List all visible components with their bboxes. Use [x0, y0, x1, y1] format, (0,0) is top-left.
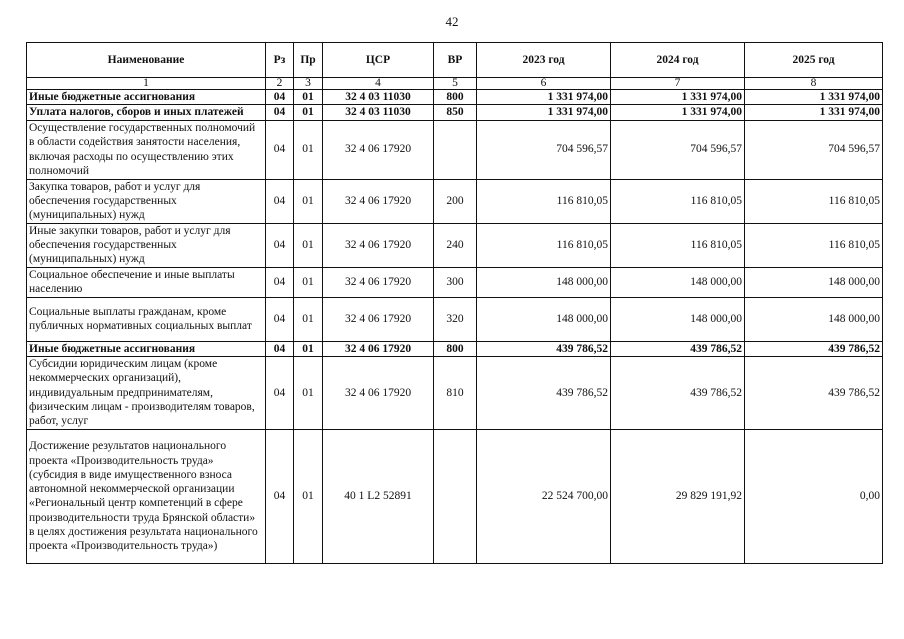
page-number: 42 [445, 14, 459, 29]
row-2025: 116 810,05 [745, 179, 883, 223]
row-pr: 01 [294, 179, 323, 223]
row-2024: 148 000,00 [611, 297, 745, 341]
row-2023: 116 810,05 [477, 223, 611, 267]
column-number: 8 [745, 78, 883, 90]
row-rz: 04 [266, 105, 294, 120]
column-number: 2 [266, 78, 294, 90]
row-2023: 704 596,57 [477, 120, 611, 179]
row-2025: 1 331 974,00 [745, 105, 883, 120]
row-name: Уплата налогов, сборов и иных платежей [27, 105, 266, 120]
row-2023: 148 000,00 [477, 267, 611, 297]
row-vr: 810 [434, 356, 477, 429]
table-row [27, 429, 883, 563]
header-row [27, 43, 883, 78]
row-rz: 04 [266, 356, 294, 429]
row-2025: 148 000,00 [745, 297, 883, 341]
row-2023: 116 810,05 [477, 179, 611, 223]
col-header-2023: 2023 год [477, 43, 611, 78]
row-csr: 32 4 03 11030 [323, 105, 434, 120]
row-vr: 800 [434, 341, 477, 356]
table-row [27, 120, 883, 179]
table-row [27, 90, 883, 105]
row-rz: 04 [266, 90, 294, 105]
row-rz: 04 [266, 120, 294, 179]
row-2023: 1 331 974,00 [477, 90, 611, 105]
col-header-2025: 2025 год [745, 43, 883, 78]
row-name: Достижение результатов национального проекта «Производительность труда» (субсидия в виде имущественного взноса автономной некоммерческой организации «Региональный центр компетенций в сфере производительности труда Брянской области» в целях достижения результата национального проекта «Производительность труда») [27, 429, 266, 563]
row-2025: 1 331 974,00 [745, 90, 883, 105]
column-number: 6 [477, 78, 611, 90]
row-2024: 439 786,52 [611, 341, 745, 356]
row-rz: 04 [266, 267, 294, 297]
row-2024: 116 810,05 [611, 179, 745, 223]
row-2025: 439 786,52 [745, 341, 883, 356]
row-csr: 32 4 06 17920 [323, 297, 434, 341]
row-name: Иные бюджетные ассигнования [27, 341, 266, 356]
row-vr: 850 [434, 105, 477, 120]
row-vr: 320 [434, 297, 477, 341]
row-vr: 200 [434, 179, 477, 223]
column-number: 5 [434, 78, 477, 90]
row-name: Иные закупки товаров, работ и услуг для обеспечения государственных (муниципальных) нужд [27, 223, 266, 267]
row-pr: 01 [294, 120, 323, 179]
row-2025: 439 786,52 [745, 356, 883, 429]
column-number: 3 [294, 78, 323, 90]
row-csr: 32 4 06 17920 [323, 356, 434, 429]
row-rz: 04 [266, 223, 294, 267]
row-2024: 29 829 191,92 [611, 429, 745, 563]
row-2024: 439 786,52 [611, 356, 745, 429]
row-csr: 32 4 03 11030 [323, 90, 434, 105]
row-2024: 1 331 974,00 [611, 90, 745, 105]
row-name: Социальное обеспечение и иные выплаты населению [27, 267, 266, 297]
col-header-csr: ЦСР [323, 43, 434, 78]
row-2023: 148 000,00 [477, 297, 611, 341]
row-name: Осуществление государственных полномочий в области содействия занятости населения, включая расходы по осуществлению этих полномочий [27, 120, 266, 179]
row-pr: 01 [294, 341, 323, 356]
column-number: 1 [27, 78, 266, 90]
column-number: 7 [611, 78, 745, 90]
table-row [27, 356, 883, 429]
row-name: Субсидии юридическим лицам (кроме некоммерческих организаций), индивидуальным предпринимателям, физическим лицам - производителям товаров, работ, услуг [27, 356, 266, 429]
row-2024: 704 596,57 [611, 120, 745, 179]
row-rz: 04 [266, 341, 294, 356]
row-name: Закупка товаров, работ и услуг для обеспечения государственных (муниципальных) нужд [27, 179, 266, 223]
row-2023: 1 331 974,00 [477, 105, 611, 120]
table-row [27, 297, 883, 341]
table-row [27, 267, 883, 297]
row-csr: 32 4 06 17920 [323, 267, 434, 297]
table-row [27, 179, 883, 223]
row-2025: 0,00 [745, 429, 883, 563]
table-row [27, 105, 883, 120]
row-rz: 04 [266, 297, 294, 341]
table-body [27, 90, 883, 564]
col-header-vr: ВР [434, 43, 477, 78]
row-pr: 01 [294, 223, 323, 267]
col-header-2024: 2024 год [611, 43, 745, 78]
row-2023: 22 524 700,00 [477, 429, 611, 563]
row-csr: 32 4 06 17920 [323, 223, 434, 267]
table-row [27, 223, 883, 267]
row-vr [434, 120, 477, 179]
column-number-row [27, 78, 883, 90]
row-2024: 116 810,05 [611, 223, 745, 267]
row-2024: 148 000,00 [611, 267, 745, 297]
row-rz: 04 [266, 429, 294, 563]
row-vr [434, 429, 477, 563]
row-vr: 240 [434, 223, 477, 267]
column-number: 4 [323, 78, 434, 90]
row-csr: 40 1 L2 52891 [323, 429, 434, 563]
row-vr: 300 [434, 267, 477, 297]
row-2023: 439 786,52 [477, 341, 611, 356]
row-pr: 01 [294, 267, 323, 297]
row-pr: 01 [294, 356, 323, 429]
table-row [27, 341, 883, 356]
row-pr: 01 [294, 429, 323, 563]
col-header-rz: Рз [266, 43, 294, 78]
row-2024: 1 331 974,00 [611, 105, 745, 120]
row-2025: 148 000,00 [745, 267, 883, 297]
col-header-name: Наименование [27, 43, 266, 78]
row-2025: 704 596,57 [745, 120, 883, 179]
row-vr: 800 [434, 90, 477, 105]
row-csr: 32 4 06 17920 [323, 179, 434, 223]
row-2025: 116 810,05 [745, 223, 883, 267]
row-pr: 01 [294, 90, 323, 105]
row-name: Социальные выплаты гражданам, кроме публичных нормативных социальных выплат [27, 297, 266, 341]
col-header-pr: Пр [294, 43, 323, 78]
budget-table [26, 42, 883, 564]
row-2023: 439 786,52 [477, 356, 611, 429]
row-rz: 04 [266, 179, 294, 223]
row-pr: 01 [294, 297, 323, 341]
row-csr: 32 4 06 17920 [323, 120, 434, 179]
row-pr: 01 [294, 105, 323, 120]
row-csr: 32 4 06 17920 [323, 341, 434, 356]
row-name: Иные бюджетные ассигнования [27, 90, 266, 105]
